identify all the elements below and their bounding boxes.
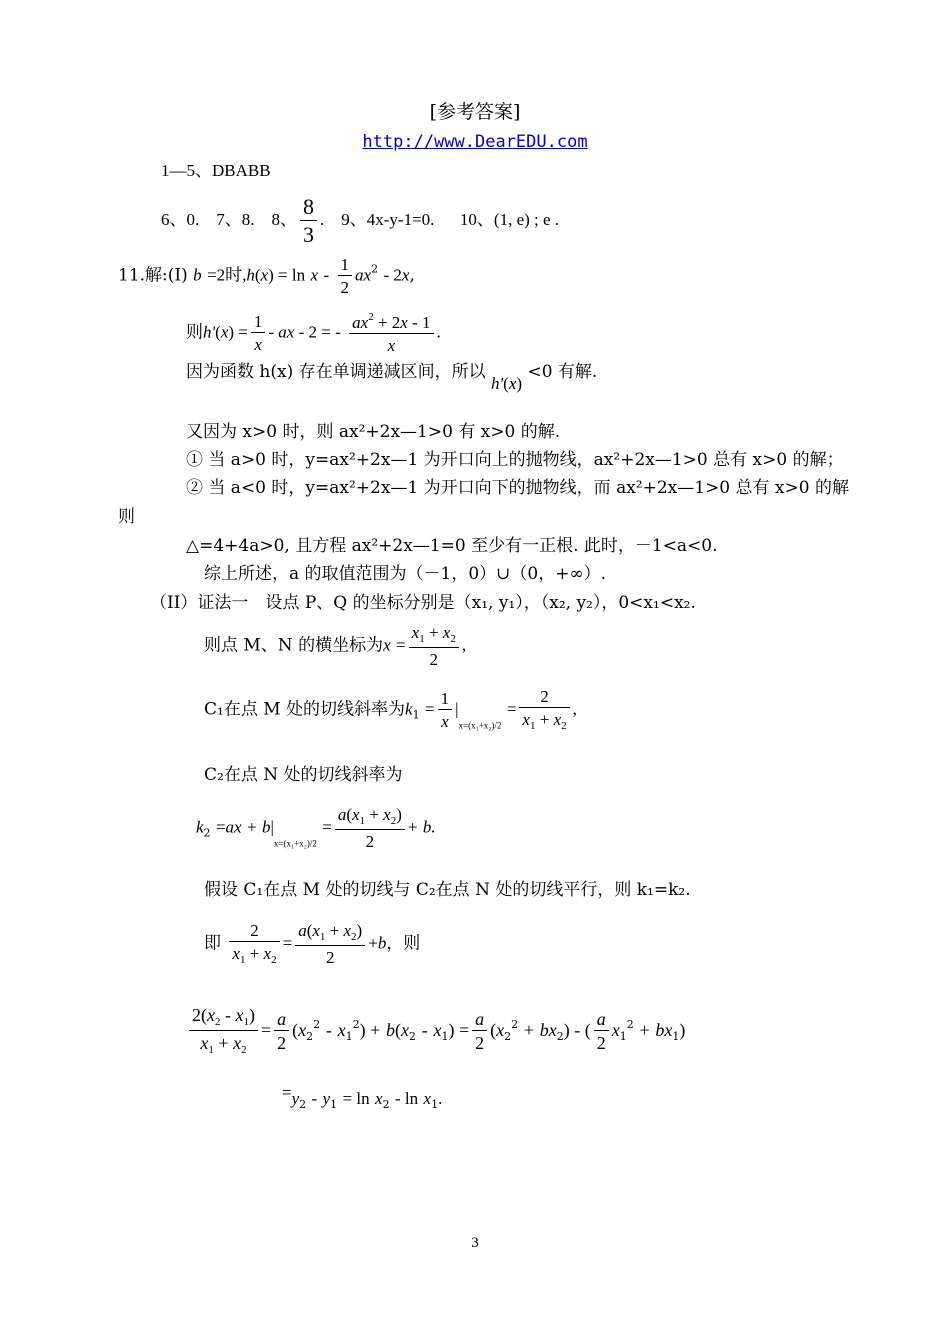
case-1-line: ① 当 a>0 时，y=ax²+2x—1 为开口向上的抛物线，ax²+2x—1>0 总有 x>0 的解；: [186, 450, 844, 470]
answer-9: 9、4x-y-1=0.: [341, 209, 435, 229]
final-equation: $=y_2 - y_1 = \ln x_2 - \ln x_1$.: [282, 1083, 443, 1111]
answer-7: 7、8.: [216, 209, 255, 229]
because-line: 因为函数 h(x) 存在单调递减区间，所以 h'(x) <0 有解.: [186, 362, 598, 393]
delta-line: △=4+4a>0, 且方程 ax²+2x—1=0 至少有一正根. 此时，－1<a<0.: [186, 536, 718, 556]
mn-x-line: 则点 M、N 的横坐标为x = $\frac{x_1 + x_2}{2}$ ,: [204, 623, 467, 669]
ie-line: 即 $\frac{2}{x_1 + x_2}$ = $\frac{a(x_1 + x_2)}{2}$ +b，则: [204, 921, 421, 967]
case-2-wrap: 则: [118, 507, 135, 527]
case-2-line: ② 当 a<0 时，y=ax²+2x—1 为开口向下的抛物线，而 ax²+2x—1>0 总有 x>0 的解: [186, 478, 849, 498]
answer-8-numerator: 8: [300, 196, 317, 221]
ie-tail: ，则: [386, 933, 421, 954]
because-text: 因为函数 h(x) 存在单调递减区间，所以: [186, 362, 486, 382]
answer-8-denominator: 3: [303, 222, 314, 247]
long-equation: $\frac{2(x_2 - x_1)}{x_1 + x_2}$ = $\frac{a}{2}$ $(x_2^2 - x_1^2) + b(x_2 - x_1)$ = $\frac{a}{2}$ $(x_2^2 + bx_2)$ - ( $\frac{a}{2}$ $x_1^2 + bx_1$): [186, 1006, 685, 1056]
answer-8-label: 8、: [271, 209, 297, 229]
page-number: 3: [471, 1235, 479, 1251]
link-container: [0, 134, 950, 151]
comma: ,: [409, 265, 415, 286]
c1-slope-text: C₁在点 M 处的切线斜率为: [204, 699, 406, 720]
summary-line: 综上所述，a 的取值范围为（－1，0）∪（0，+∞）.: [204, 564, 607, 584]
ie-text: 即: [204, 933, 221, 954]
page-title: [参考答案]: [429, 101, 521, 123]
c1-slope-line: C₁在点 M 处的切线斜率为$k_1$ = $\frac{1}{x}$ $|_{x=(x_1+x_2)/2}$ = $\frac{2}{x_1 + x_2}$ ,: [204, 687, 577, 732]
k2-formula: $k_2 =ax + b|_{x=(x_1+x_2)/2}$ = $\frac{a(x_1 + x_2)}{2}$ + b.: [196, 805, 436, 851]
solution-11-header: 11.解:(I) b =2时,h(x) = ln x - $\frac{1}{2}$ $ax^2 - 2x$,: [118, 255, 415, 297]
derivative-line: 则h'(x) = $\frac{1}{x}$ - ax - 2 = - $\frac{ax^2 + 2x - 1}{x}$ .: [186, 311, 441, 355]
dearedu-link[interactable]: http://www.DearEDU.com: [362, 132, 588, 152]
c2-slope-line: C₂在点 N 处的切线斜率为: [204, 765, 403, 785]
part-2-intro: （II）证法一 设点 P、Q 的坐标分别是（x₁, y₁），（x₂, y₂），0<x₁<x₂.: [150, 593, 696, 613]
answer-8-fraction: [300, 196, 317, 246]
answer-6: 6、0.: [161, 209, 200, 229]
because-tail: <0 有解.: [527, 362, 598, 382]
also-line: 又因为 x>0 时，则 ax²+2x—1>0 有 x>0 的解.: [186, 422, 561, 442]
assume-line: 假设 C₁在点 M 处的切线与 C₂在点 N 处的切线平行，则 k₁=k₂.: [204, 880, 691, 900]
answer-10: 10、(1, e) ; e .: [459, 209, 560, 229]
answer-8-period: .: [320, 209, 325, 229]
solution-label: 11.解:(I): [118, 265, 188, 286]
then-label: 则: [186, 322, 203, 343]
answer-line-6-10: [161, 196, 559, 246]
mn-x-text: 则点 M、N 的横坐标为: [204, 635, 384, 656]
answer-line-1-5: 1—5、DBABB: [161, 161, 271, 180]
